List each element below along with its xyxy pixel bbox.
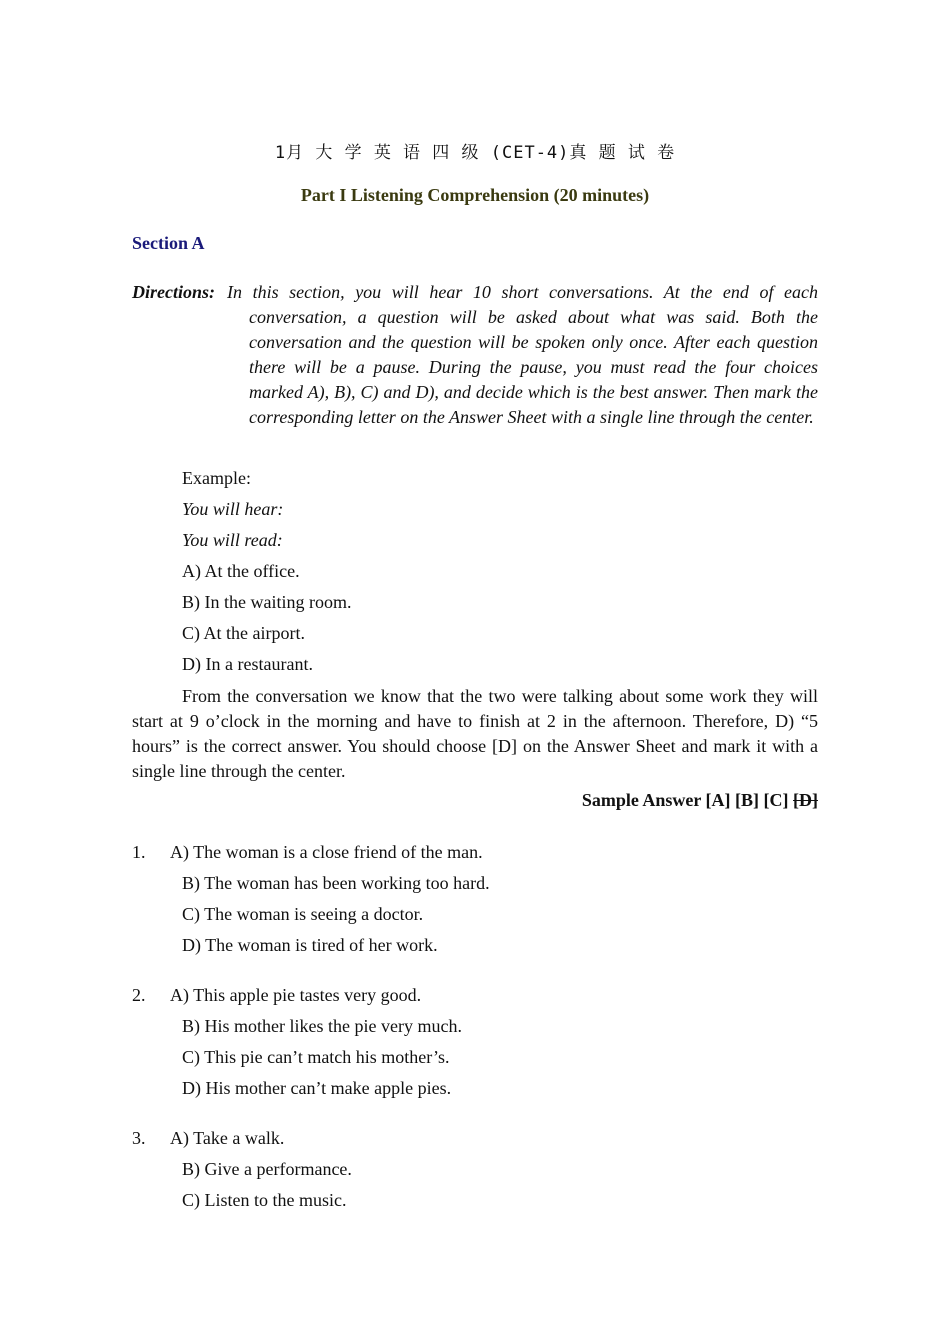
example-explanation: From the conversation we know that the two were talking about some work they will start at 9 o’clock in the morning and have to finish at 2 in the afternoon. Therefore, D) “5 hours” is the correct answer. You should choose [D] on the Answer Sheet and mark it with a single line through the center. [132, 686, 818, 781]
example-option: A) At the office. [182, 561, 300, 581]
question-number: 3. [132, 1128, 146, 1148]
question-option: A) This apple pie tastes very good. [170, 985, 422, 1005]
question-option: C) Listen to the music. [182, 1190, 347, 1210]
example-option: C) At the airport. [182, 623, 305, 643]
example-read: You will read: [182, 530, 283, 550]
directions-label: Directions: [132, 282, 215, 302]
question-option: D) The woman is tired of her work. [182, 935, 438, 955]
question-number: 1. [132, 842, 146, 862]
example-label: Example: [182, 468, 251, 488]
question-option: B) The woman has been working too hard. [182, 873, 490, 893]
section-title: Section A [132, 233, 205, 253]
example-option: D) In a restaurant. [182, 654, 313, 674]
part-title: Part I Listening Comprehension (20 minutes) [300, 185, 650, 205]
question-option: D) His mother can’t make apple pies. [182, 1078, 452, 1098]
sample-answer-label: Sample Answer [A] [B] [C] [581, 790, 793, 810]
question-option: C) This pie can’t match his mother’s. [182, 1047, 450, 1067]
sample-answer-marked: [D] [793, 790, 818, 810]
question-option: B) Give a performance. [182, 1159, 352, 1179]
sample-answer [582, 790, 818, 811]
directions-paragraph [132, 280, 818, 430]
example-hear: You will hear: [182, 499, 284, 519]
question-option: C) The woman is seeing a doctor. [182, 904, 424, 924]
document-title: 1月 大 学 英 语 四 级 (CET-4)真 题 试 卷 [274, 143, 676, 163]
question-option: A) Take a walk. [170, 1128, 285, 1148]
question-option: A) The woman is a close friend of the man. [170, 842, 483, 862]
question-option: B) His mother likes the pie very much. [182, 1016, 462, 1036]
directions-text: In this section, you will hear 10 short conversations. At the end of each conversation, a question will be asked about what was said. Both the conversation and the question will be spoken only once. After each question there will be a pause. During the pause, you must read the four choices marked A), B), C) and D), and decide which is the best answer. Then mark the corresponding letter on the Answer Sheet with a single line through the center. [227, 282, 818, 427]
example-option: B) In the waiting room. [182, 592, 352, 612]
question-number: 2. [132, 985, 146, 1005]
